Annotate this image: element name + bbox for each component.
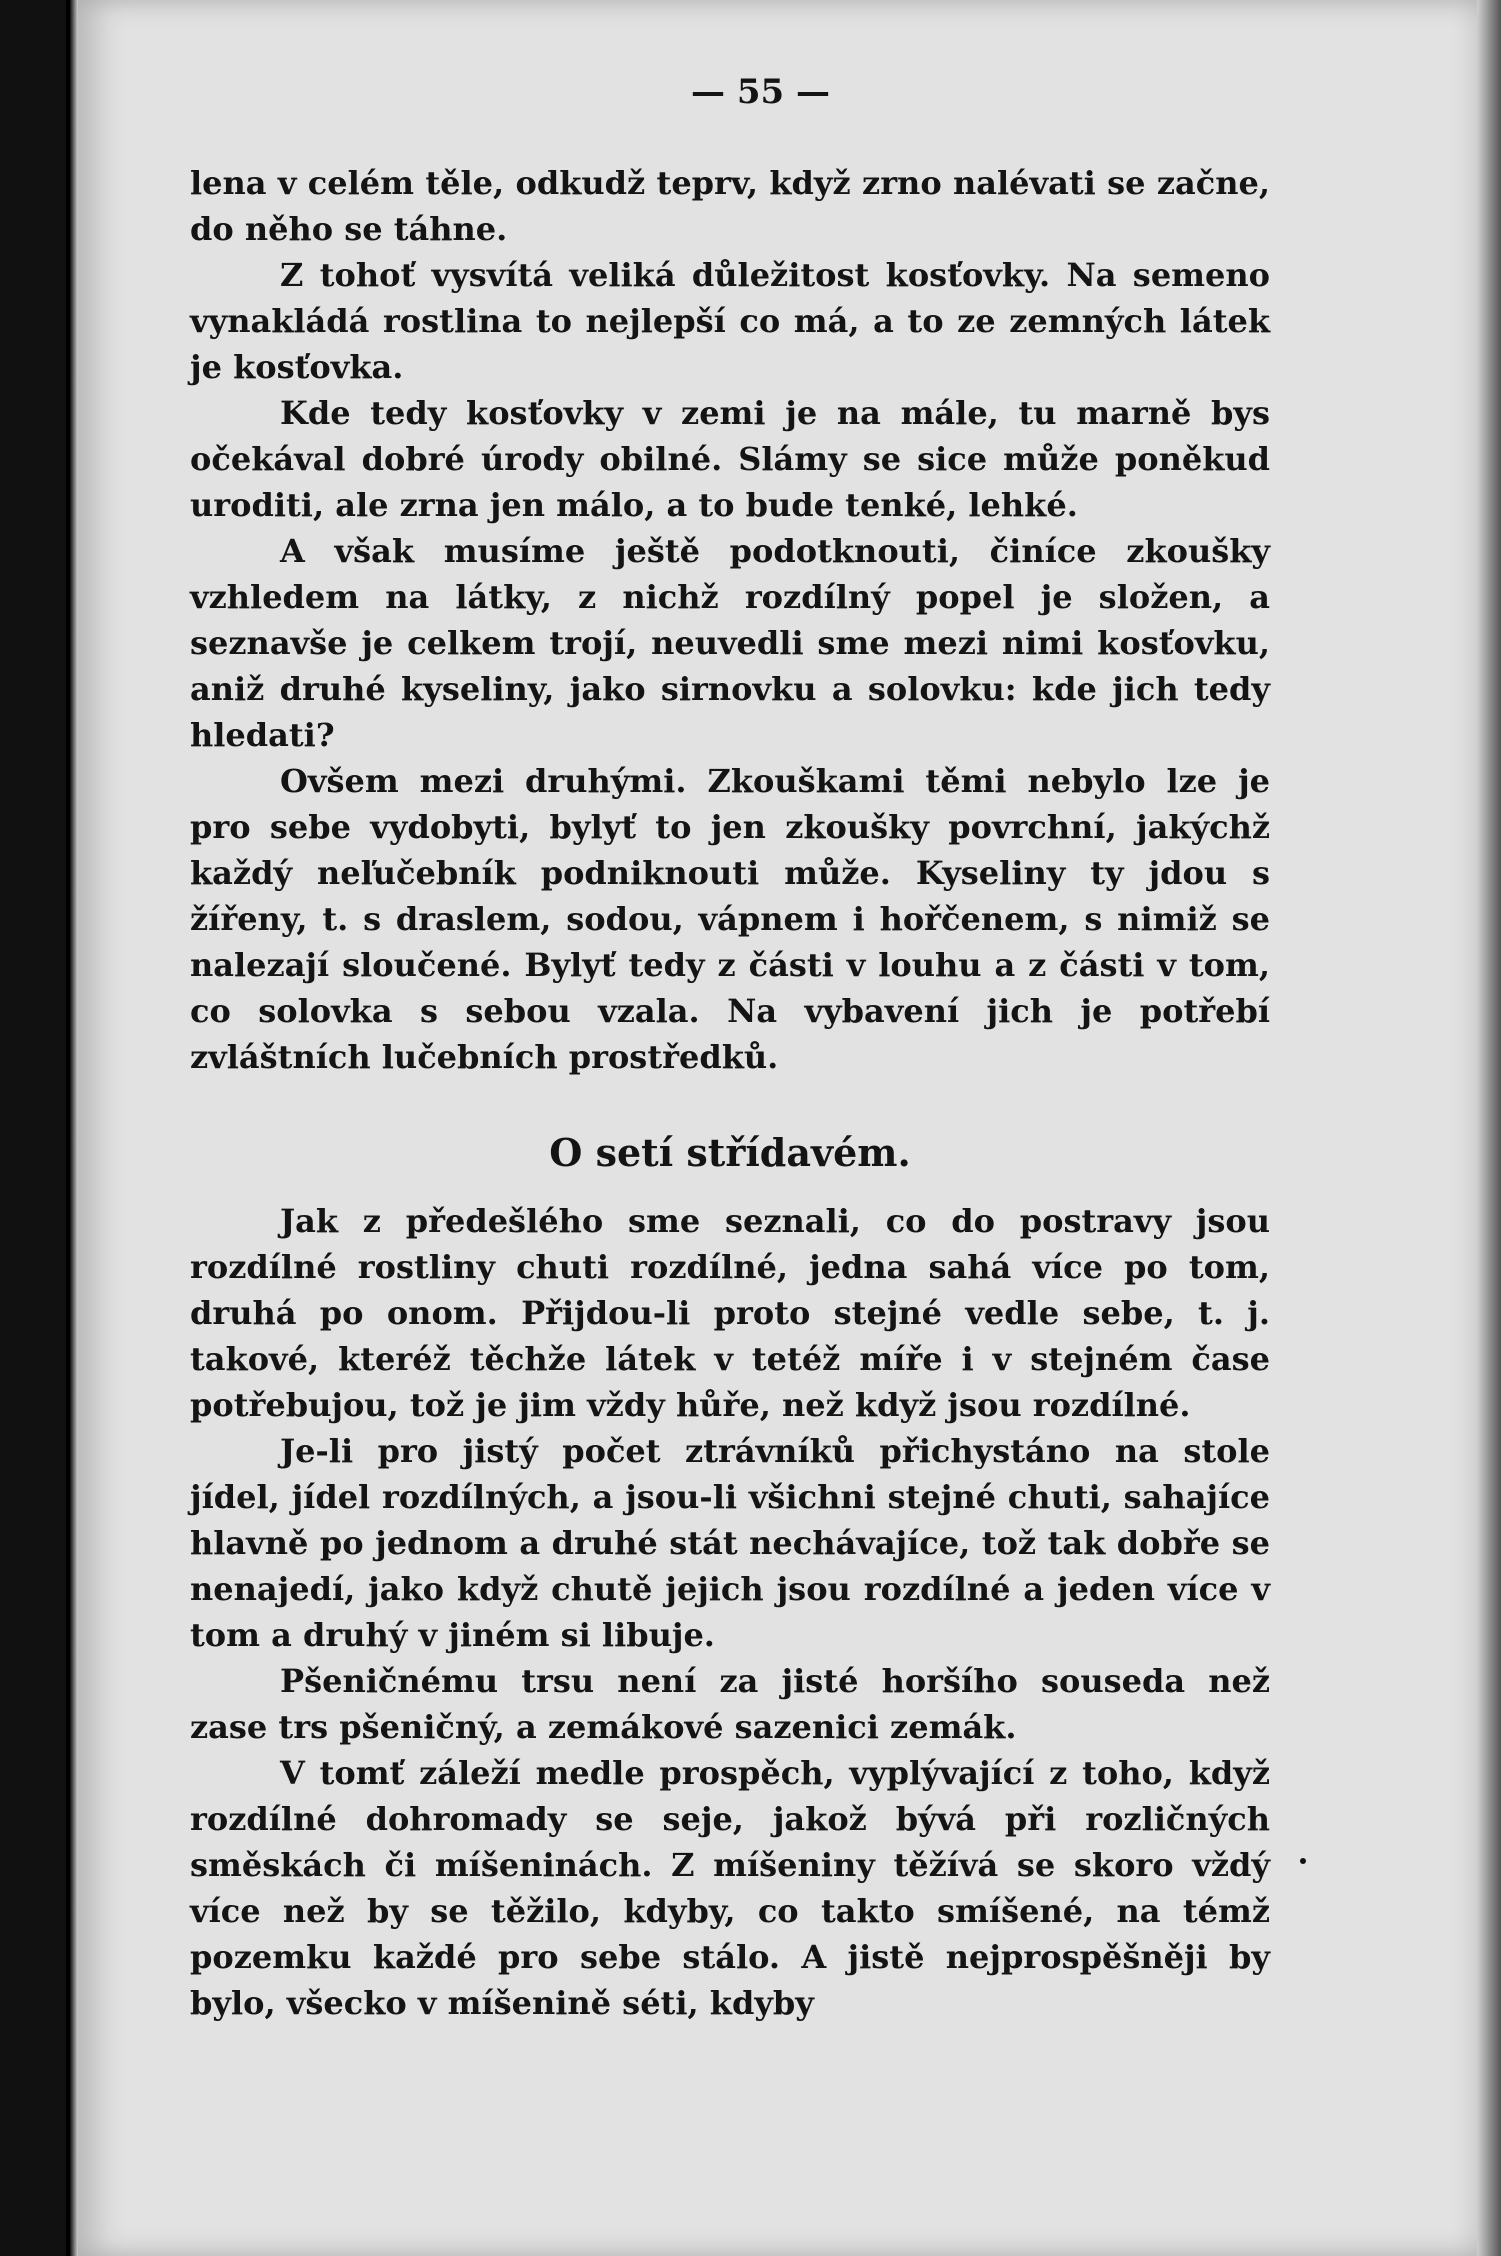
paragraph: V tomť záleží medle prospěch, vyplývající z toho, když rozdílné dohromady se seje, jakož bývá při rozličných směskách či míšeninách. Z míšeniny těžívá se skoro vždý více než by se těžilo, kdyby, co takto smíšené, na témž pozemku každé pro sebe stálo. A jistě nejprospěšněji by bylo, všecko v míšenině séti, kdyby [190,1754,1270,2022]
section-heading: O setí střídavém. [549,1130,911,1175]
paragraph: Z tohoť vysvítá veliká důležitost kosťovky. Na semeno vynakládá rostlina to nejlepší co má, a to ze zemných látek je kosťovka. [190,256,1270,386]
paragraph: Kde tedy kosťovky v zemi je na mále, tu marně bys očekával dobré úrody obilné. Slámy se sice může poněkud uroditi, ale zrna jen málo, a to bude tenké, lehké. [190,394,1270,524]
paragraph: A však musíme ještě podotknouti, činíce zkoušky vzhledem na látky, z nichž rozdílný popel je složen, a seznavše je celkem trojí, neuvedli sme mezi nimi kosťovku, aniž druhé kyseliny, jako sirnovku a solovku: kde jich tedy hledati? [190,532,1270,754]
page-number: — 55 — [691,72,830,112]
paragraph: lena v celém těle, odkudž teprv, když zrno nalévati se začne, do něho se táhne. [190,164,1270,248]
margin-speck [1300,1858,1306,1864]
body-text [190,160,1270,2026]
page-edge [1477,0,1501,2256]
margin-speck [38,980,48,990]
paragraph: Pšeničnému trsu není za jisté horšího souseda než zase trs pšeničný, a zemákové sazenici zemák. [190,1662,1270,1746]
margin-speck [40,1760,48,1768]
margin-speck [40,100,48,108]
book-spine [66,0,70,2256]
paragraph: Jak z předešlého sme seznali, co do postravy jsou rozdílné rostliny chuti rozdílné, jedna sahá více po tom, druhá po onom. Přijdou-li proto stejné vedle sebe, t. j. takové, kteréž těchže látek v tetéž míře i v stejném čase potřebujou, tož je jim vždy hůře, než když jsou rozdílné. [190,1202,1270,1424]
paragraph: Je-li pro jistý počet ztrávníků přichystáno na stole jídel, jídel rozdílných, a jsou-li všichni stejné chuti, sahajíce hlavně po jednom a druhé stát nechávajíce, tož tak dobře se nenajedí, jako když chutě jejich jsou rozdílné a jeden více v tom a druhý v jiném si libuje. [190,1432,1270,1654]
paragraph: Ovšem mezi druhými. Zkouškami těmi nebylo lze je pro sebe vydobyti, bylyť to jen zkoušky povrchní, jakýchž každý neľučebník podniknouti může. Kyseliny ty jdou s žířeny, t. s draslem, sodou, vápnem i hořčenem, s nimiž se nalezají sloučené. Bylyť tedy z části v louhu a z části v tom, co solovka s sebou vzala. Na vybavení jich je potřebí zvláštních lučebních prostředků. [190,762,1270,1076]
